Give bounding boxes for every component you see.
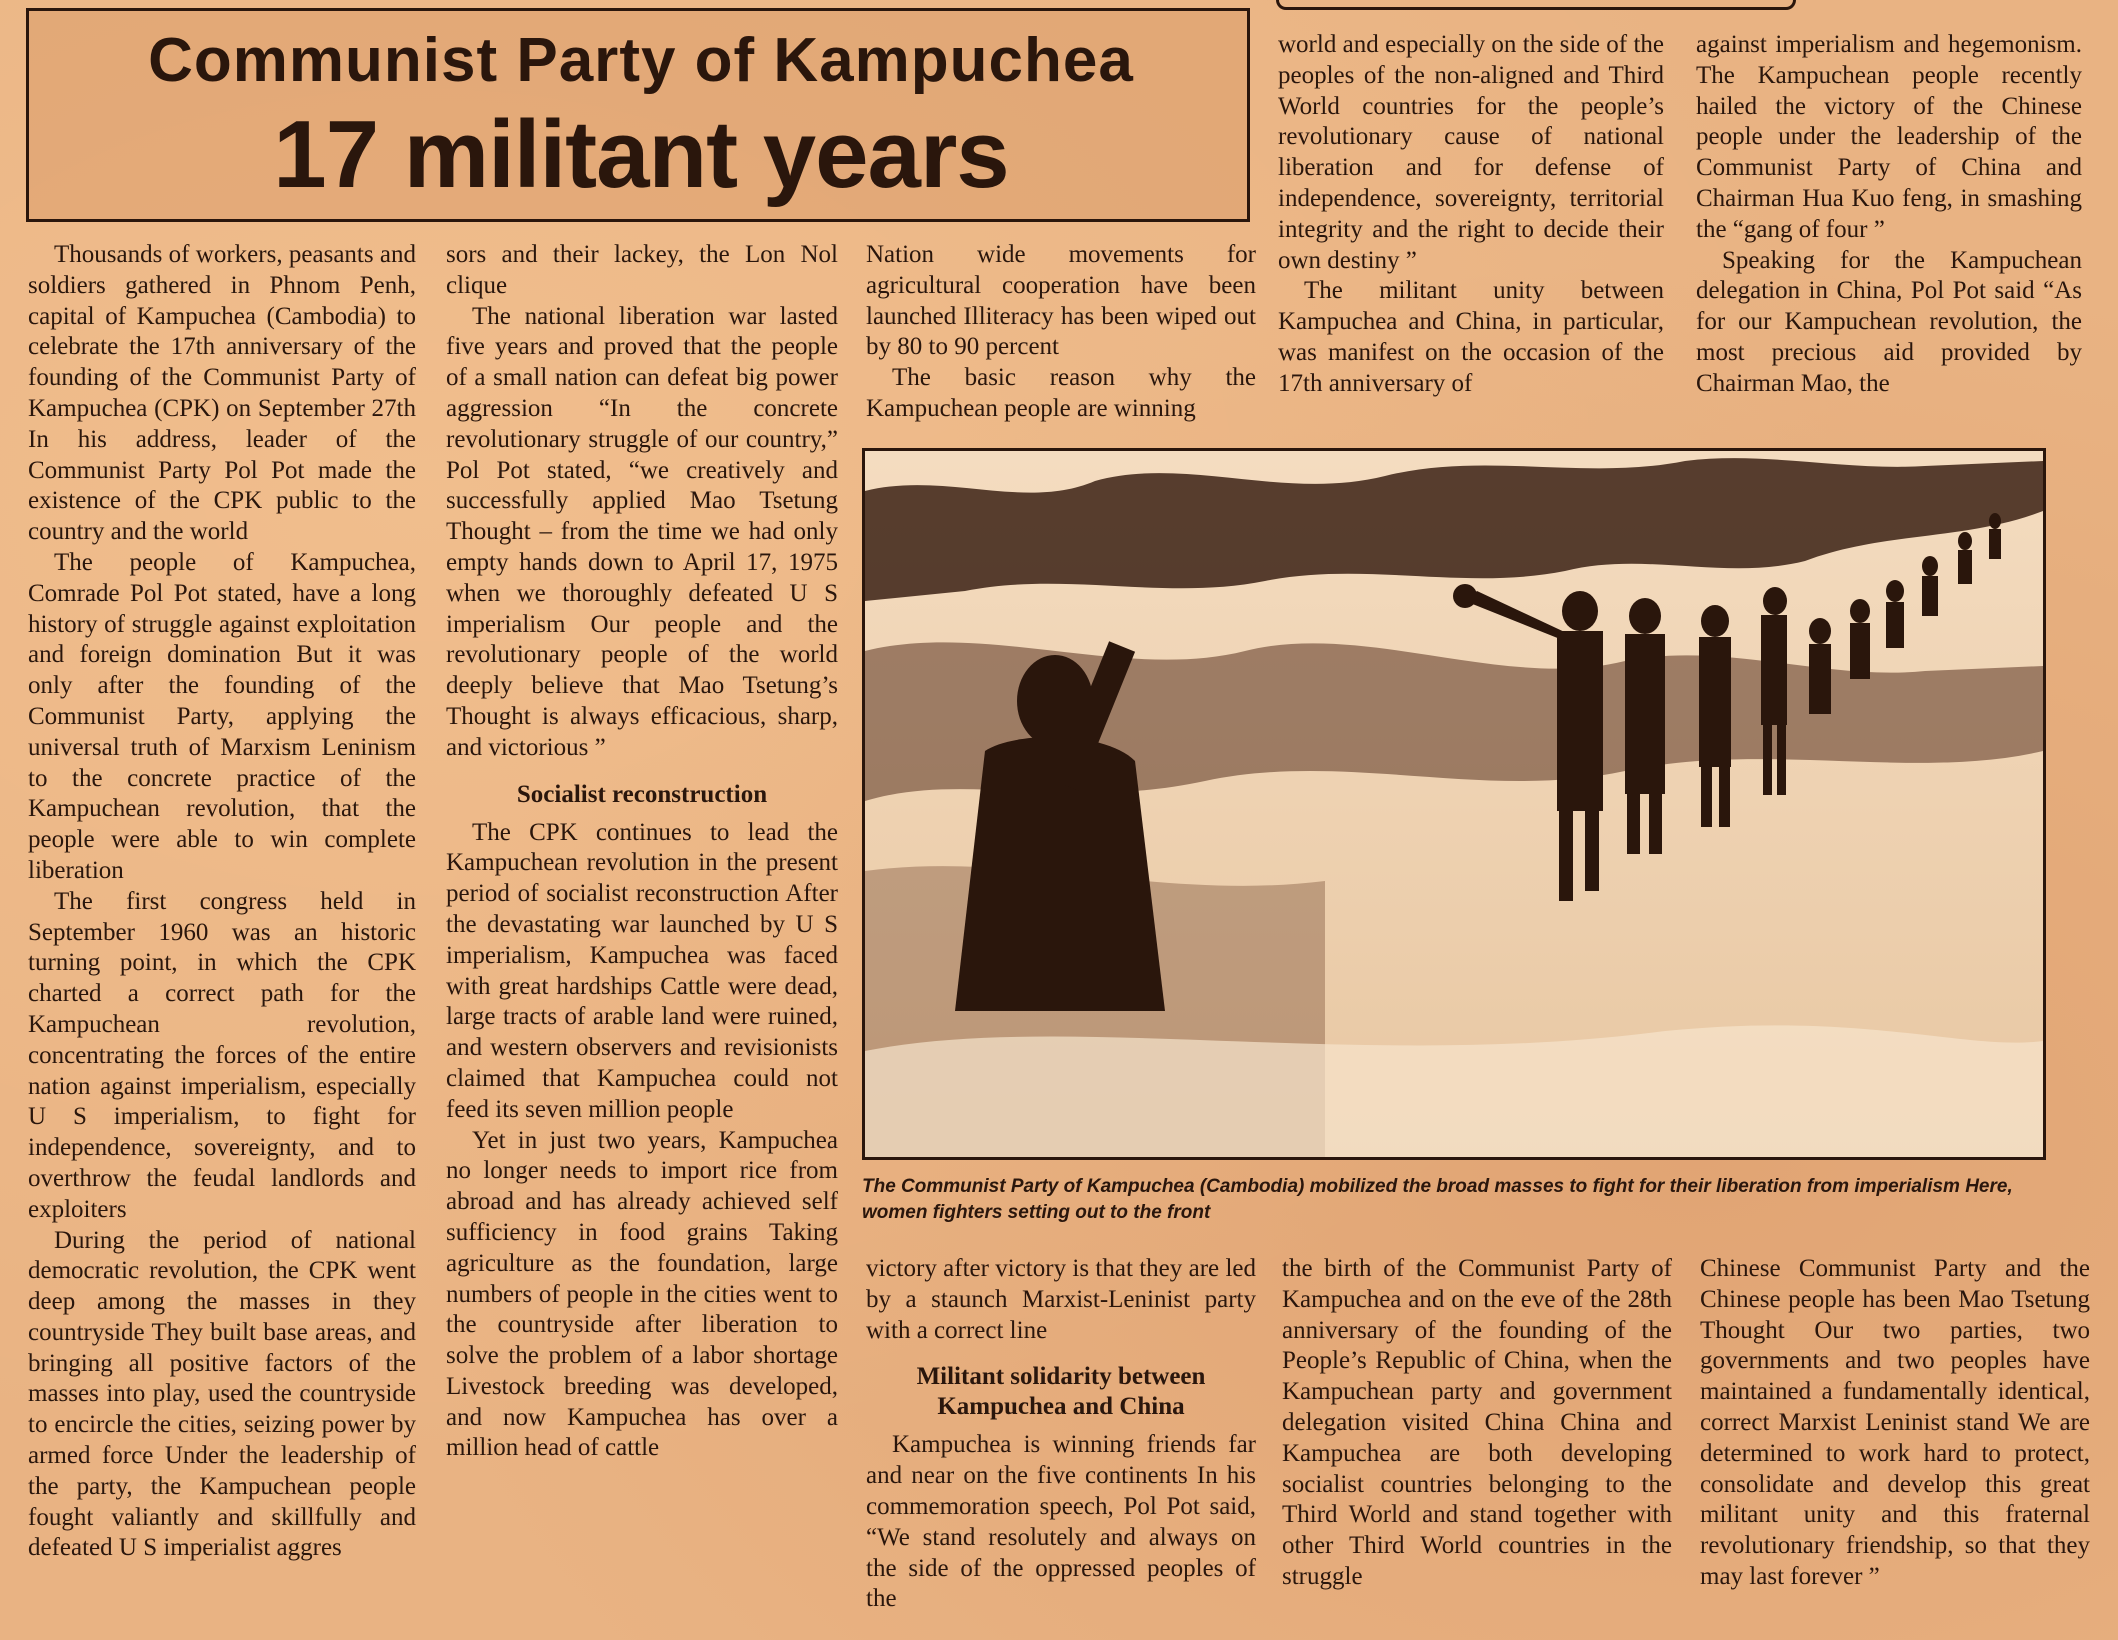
paragraph: The militant unity between Kampuchea and China, in particular, was manifest on the occasion of the 17th anniversary of (1278, 277, 1664, 397)
paragraph: world and especially on the side of the peoples of the non-aligned and Third World countries for the people’s revolutionary cause of national liberation and for defense of independence, sovereignty, territorial integrity and the right to decide their own destiny ” (1278, 31, 1664, 274)
paragraph: Speaking for the Kampuchean delegation in China, Pol Pot said “As for our Kampuchean revolution, the most precious aid provided by Chairman Mao, the (1696, 246, 2082, 397)
article-column-3-bottom (866, 1254, 1256, 1634)
headline-line-1: Communist Party of Kampuchea (148, 26, 1134, 95)
paragraph: The first congress held in September 1960 was an historic turning point, in which the CPK charted a correct path for the Kampuchean revolution, concentrating the forces of the entire nation against imperialism, especially U S imperialism, to fight for independence, sovereignty, and to overthrow the feudal landlords and exploiters (28, 887, 416, 1223)
photo-women-fighters (862, 448, 2046, 1160)
paragraph: Chinese Communist Party and the Chinese people has been Mao Tsetung Thought Our two parties, two governments and two peoples have maintained a fundamentally identical, correct Marxist Leninist stand We are determined to work hard to protect, consolidate and develop this great militant unity and this fraternal revolutionary friendship, so that they may last forever ” (1700, 1255, 2090, 1590)
article-column-5-top (1696, 30, 2082, 430)
paragraph: Kampuchea is winning friends far and near on the five continents In his commemoration speech, Pol Pot said, “We stand resolutely and always on the side of the oppressed peoples of the (866, 1431, 1256, 1613)
paragraph: Nation wide movements for agricultural cooperation have been launched Illiteracy has been wiped out by 80 to 90 percent (866, 241, 1256, 361)
paragraph: During the period of national democratic revolution, the CPK went deep among the masses in they countryside They built base areas, and bringing all positive factors of the masses into play, used the countryside to encircle the cities, seizing power by armed force Under the leadership of the party, the Kampuchean people fought valiantly and skillfully and defeated U S imperialist aggres (28, 1226, 416, 1562)
paragraph: The basic reason why the Kampuchean people are winning (866, 364, 1256, 422)
paragraph: against imperialism and hegemonism. The Kampuchean people recently hailed the victory of the Chinese people under the leadership of the Communist Party of China and Chairman Hua Kuo feng, in smashing the “gang of four ” (1696, 31, 2082, 243)
paragraph: The national liberation war lasted five years and proved that the people of a small nation can defeat big power aggression “In the concrete revolutionary struggle of our country,” Pol Pot stated, “we creatively and successfully applied Mao Tsetung Thought – from the time we had only empty hands down to April 17, 1975 when we thoroughly defeated U S imperialism Our people and the revolutionary people of the world deeply believe that Mao Tsetung’s Thought is always efficacious, sharp, and victorious ” (446, 302, 838, 761)
paragraph: The people of Kampuchea, Comrade Pol Pot stated, have a long history of struggle against exploitation and foreign domination But it was only after the founding of the Communist Party, applying the universal truth of Marxism Leninism to the concrete practice of the Kampuchean revolution, that the people were able to win complete liberation (28, 548, 416, 884)
photo-caption: The Communist Party of Kampuchea (Cambodia) mobilized the broad masses to fight for their liberation from imperialism Here, women fighters setting out to the front (862, 1176, 2013, 1223)
article-column-5-bottom (1700, 1254, 2090, 1634)
article-column-4-bottom (1282, 1254, 1672, 1634)
photo-illustration (865, 451, 2043, 1157)
paragraph: The CPK continues to lead the Kampuchean revolution in the present period of socialist reconstruction After the devastating war launched by U S imperialism, Kampuchea was faced with great hardships Cattle were dead, large tracts of arable land were ruined, and western observers and revisionists claimed that Kampuchea could not feed its seven million people (446, 818, 838, 1123)
headline-box (26, 8, 1250, 222)
article-column-4-top (1278, 30, 1664, 430)
headline-line-2: 17 militant years (273, 101, 1009, 208)
article-column-1 (28, 240, 416, 1630)
paragraph: the birth of the Communist Party of Kampuchea and on the eve of the 28th anniversary of the founding of the People’s Republic of China, when the Kampuchean party and government delegation visited China China and Kampuchea are both developing socialist countries belonging to the Third World and stand together with other Third World countries in the struggle (1282, 1255, 1672, 1590)
subheading: Socialist reconstruction (516, 780, 768, 808)
subheading: Militant solidarity between Kampuchea and China (916, 1363, 1206, 1421)
paragraph: Yet in just two years, Kampuchea no longer needs to import rice from abroad and has already achieved self sufficiency in food grains Taking agriculture as the foundation, large numbers of people in the cities went to the countryside after liberation to solve the problem of a labor shortage Livestock breeding was developed, and now Kampuchea has over a million head of cattle (446, 1126, 838, 1462)
top-border-ornament (1276, 0, 1796, 10)
paragraph: victory after victory is that they are led by a staunch Marxist-Leninist party with a correct line (866, 1255, 1256, 1344)
paragraph: sors and their lackey, the Lon Nol clique (446, 241, 838, 299)
paragraph: Thousands of workers, peasants and soldiers gathered in Phnom Penh, capital of Kampuchea (Cambodia) to celebrate the 17th anniversary of the founding of the Communist Party of Kampuchea (CPK) on September 27th In his address, leader of the Communist Party Pol Pot made the existence of the CPK public to the country and the world (28, 241, 416, 546)
article-column-2 (446, 240, 838, 1630)
article-column-3-top (866, 240, 1256, 426)
